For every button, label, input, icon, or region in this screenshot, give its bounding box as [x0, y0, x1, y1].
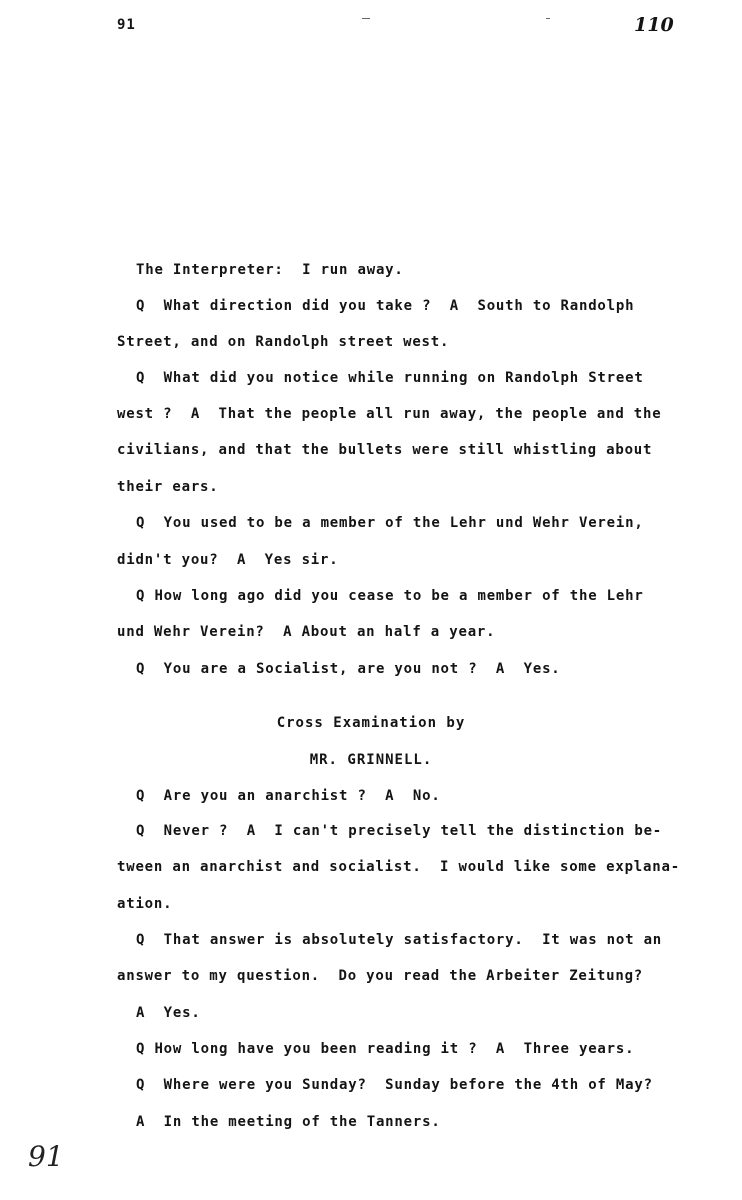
page-number: 91: [117, 17, 136, 33]
testimony-line: Q What did you notice while running on Randolph Street: [136, 370, 644, 386]
cross-line: ation.: [117, 896, 173, 912]
testimony-line: didn't you? A Yes sir.: [117, 552, 339, 568]
cross-examination-heading: Cross Examination by: [276, 715, 466, 731]
handwritten-page-number: 91: [28, 1140, 64, 1173]
cross-line: A Yes.: [136, 1005, 201, 1021]
testimony-line: Street, and on Randolph street west.: [117, 334, 450, 350]
testimony-line: Q How long ago did you cease to be a member of the Lehr: [136, 588, 644, 604]
cross-examination-counsel: MR. GRINNELL.: [309, 752, 433, 768]
cross-line: Q That answer is absolutely satisfactory. It was not an: [136, 932, 663, 948]
folio-number: 110: [634, 14, 674, 36]
testimony-line: Q You used to be a member of the Lehr und Wehr Verein,: [136, 515, 644, 531]
testimony-line: civilians, and that the bullets were still whistling about: [117, 442, 653, 458]
testimony-line: west ? A That the people all run away, the people and the: [117, 406, 662, 422]
testimony-line: The Interpreter: I run away.: [136, 262, 404, 278]
cross-line: Q Where were you Sunday? Sunday before the 4th of May?: [136, 1077, 653, 1093]
testimony-line: Q What direction did you take ? A South to Randolph: [136, 298, 635, 314]
testimony-line: und Wehr Verein? A About an half a year.: [117, 624, 496, 640]
cross-line: Q How long have you been reading it ? A Three years.: [136, 1041, 635, 1057]
cross-line: Q Are you an anarchist ? A No.: [136, 788, 441, 804]
testimony-line: Q You are a Socialist, are you not ? A Yes.: [136, 661, 561, 677]
testimony-line: their ears.: [117, 479, 219, 495]
cross-line: A In the meeting of the Tanners.: [136, 1114, 441, 1130]
cross-line: answer to my question. Do you read the Arbeiter Zeitung?: [117, 968, 644, 984]
cross-line: tween an anarchist and socialist. I would like some explana-: [117, 859, 680, 875]
cross-line: Q Never ? A I can't precisely tell the distinction be-: [136, 823, 663, 839]
scan-mark: [362, 18, 370, 19]
scan-mark: [546, 18, 550, 19]
